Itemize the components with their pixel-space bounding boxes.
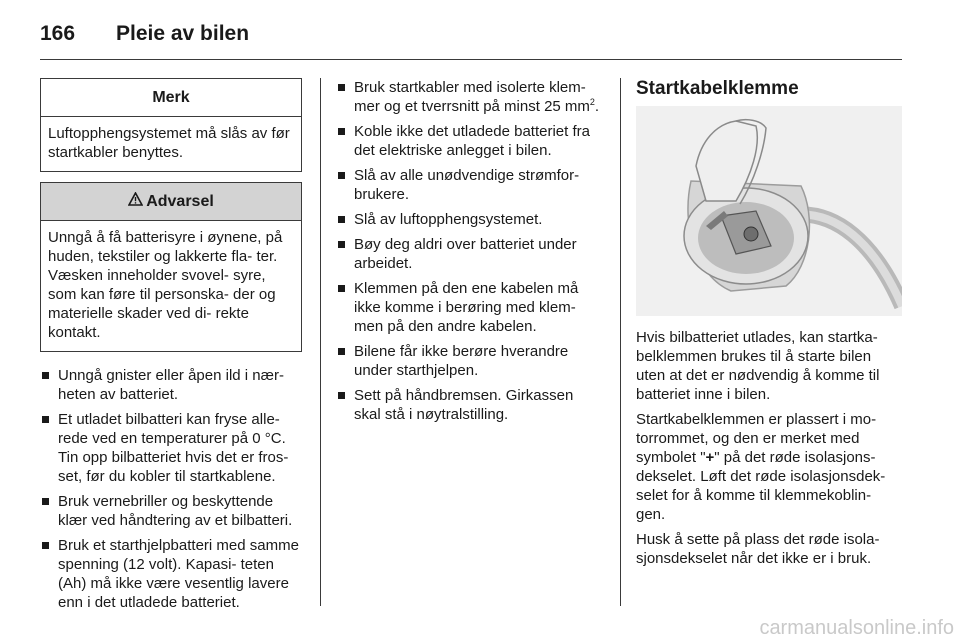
warning-triangle-icon [128,192,143,211]
bullet-icon [338,285,345,292]
bullet-icon [338,216,345,223]
list-item: Slå av alle unødvendige strømfor- brukere. [336,166,604,204]
warning-box [40,182,302,352]
list-item: Bøy deg aldri over batteriet under arbeidet. [336,235,604,273]
column-divider-2 [620,78,621,606]
warning-text: Unngå å få batterisyre i øynene, på huden, tekstiler og lakkerte fla- ter. Væsken inneholder svovel- syre, som kan føre til personska- der og materielle skader ved di- rekte kontakt. [48,229,283,341]
list-item: Sett på håndbremsen. Girkassen skal stå i nøytralstilling. [336,386,604,424]
column-divider-1 [320,78,321,606]
bullet-icon [338,172,345,179]
list-item: Bruk startkabler med isolerte klem- mer og et tverrsnitt på minst 25 $mm^2$. [336,78,604,116]
list-item: Unngå gnister eller åpen ild i nær- heten av batteriet. [40,366,302,404]
warning-header [41,183,301,221]
bullet-icon [338,241,345,248]
note-text: Luftopphengsystemet må slås av før startkabler benyttes. [48,125,290,161]
page-header [40,18,249,50]
bullet-icon [338,128,345,135]
page-number: 166 [40,22,76,45]
bullet-icon [42,498,49,505]
left-column [40,78,302,618]
list-item: Klemmen på den ene kabelen må ikke komme i berøring med klem- men på den andre kabelen. [336,279,604,336]
bullet-icon [42,416,49,423]
section-title: Startkabelklemme [636,78,799,99]
page-title: Pleie av bilen [116,22,250,45]
plus-symbol: + [705,449,715,466]
note-title: Merk [41,79,301,117]
list-item: Bruk et starthjelpbatteri med samme spenning (12 volt). Kapasi- teten (Ah) må ikke være vesentlig lavere enn i det utladede batteriet. [40,536,302,612]
bullet-icon [338,348,345,355]
note-box [40,78,302,172]
paragraph-1: Hvis bilbatteriet utlades, kan startka- belklemmen brukes til å starte bilen uten at det er nødvendig å komme til batteriet inne i bilen. [636,329,880,403]
jump-start-terminal-photo [636,106,902,316]
list-item: Et utladet bilbatteri kan fryse alle- rede ved en temperaturer på 0 °C. Tin opp bilbatteriet hvis det er fros- set, før du kobler til startkablene. [40,410,302,486]
warning-title: Advarsel [146,193,214,210]
list-item: Koble ikke det utladede batteriet fra det elektriske anlegget i bilen. [336,122,604,160]
paragraph-2: Startkabelklemmen er plassert i mo- torrommet, og den er merket med symbolet "+" på det røde isolasjons- dekselet. Løft det røde isolasjonsdek- selet for å komme til klemmekoblin- gen. [636,411,886,523]
paragraph-3: Husk å sette på plass det røde isola- sjonsdekselet når det ikke er i bruk. [636,531,880,567]
list-item: Bilene får ikke berøre hverandre under starthjelpen. [336,342,604,380]
header-divider [40,59,902,60]
bullet-icon [338,392,345,399]
list-item: Bruk vernebriller og beskyttende klær ved håndtering av et bilbatteri. [40,492,302,530]
left-bullet-list [40,366,302,612]
middle-column [336,78,604,430]
right-column [636,78,902,574]
list-item: Slå av luftopphengsystemet. [336,210,604,229]
bullet-icon [42,372,49,379]
bullet-icon [338,84,345,91]
middle-bullet-list [336,78,604,424]
bullet-icon [42,542,49,549]
watermark: carmanualsonline.info [759,617,954,639]
